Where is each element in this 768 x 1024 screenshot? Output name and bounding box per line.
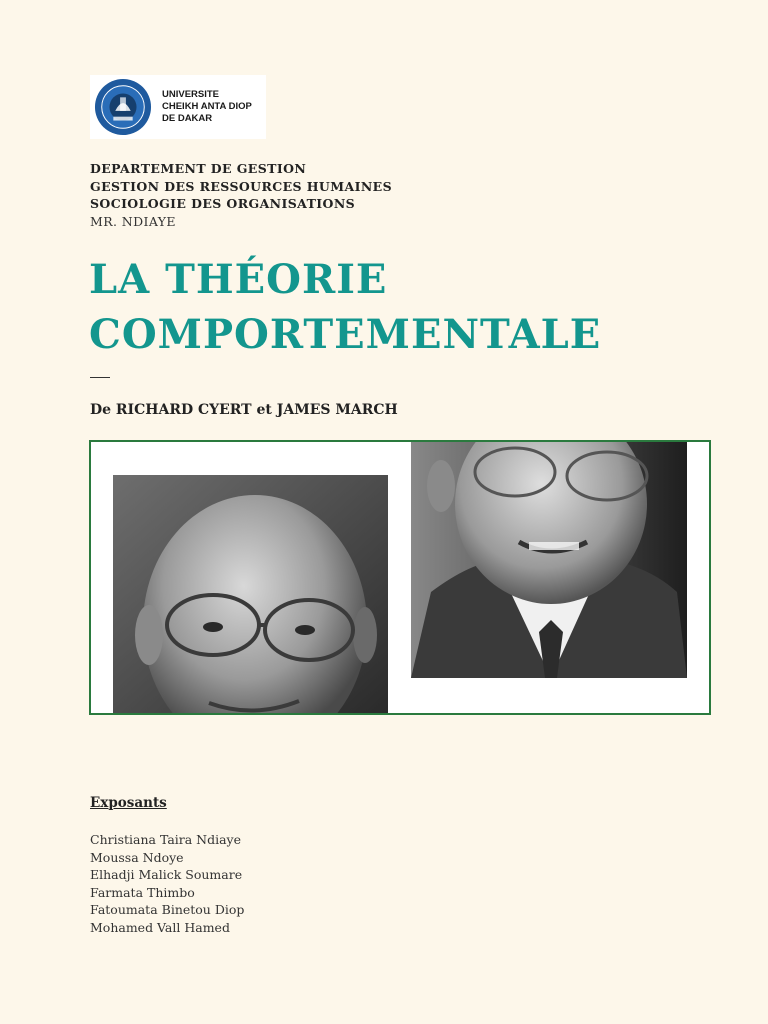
- teacher-line: MR. NDIAYE: [90, 213, 176, 229]
- portrait-photo-icon: [411, 442, 687, 678]
- authors-subtitle: De RICHARD CYERT et JAMES MARCH: [90, 402, 398, 418]
- list-item: Fatoumata Binetou Diop: [90, 902, 245, 917]
- exposants-list: [90, 831, 244, 936]
- portrait-richard-cyert: [113, 475, 388, 715]
- list-item: Christiana Taira Ndiaye: [90, 832, 242, 847]
- exposants-heading: Exposants: [90, 795, 167, 811]
- university-name-line: DE DAKAR: [162, 113, 213, 124]
- university-seal-icon: [94, 78, 152, 136]
- list-item: Moussa Ndoye: [90, 849, 184, 865]
- university-name-line: UNIVERSITE: [162, 89, 220, 100]
- list-item: Farmata Thimbo: [90, 884, 195, 900]
- course-line: SOCIOLOGIE DES ORGANISATIONS: [90, 196, 356, 211]
- title-line-1: LA THÉORIE: [89, 256, 388, 303]
- portraits-frame: [89, 440, 711, 715]
- portrait-photo-icon: [113, 475, 388, 715]
- program-line: GESTION DES RESSOURCES HUMAINES: [90, 178, 392, 194]
- department-line: DEPARTEMENT DE GESTION: [90, 161, 307, 176]
- list-item: Mohamed Vall Hamed: [90, 919, 230, 935]
- course-header: [90, 160, 392, 230]
- portrait-james-march: [411, 442, 687, 678]
- university-name-line: CHEIKH ANTA DIOP: [162, 101, 252, 112]
- university-logo: [90, 75, 266, 139]
- title-line-2: COMPORTEMENTALE: [89, 311, 602, 358]
- university-name: [162, 89, 252, 125]
- list-item: Elhadji Malick Soumare: [90, 867, 243, 882]
- title-divider: [90, 377, 110, 378]
- page-title: [89, 252, 601, 362]
